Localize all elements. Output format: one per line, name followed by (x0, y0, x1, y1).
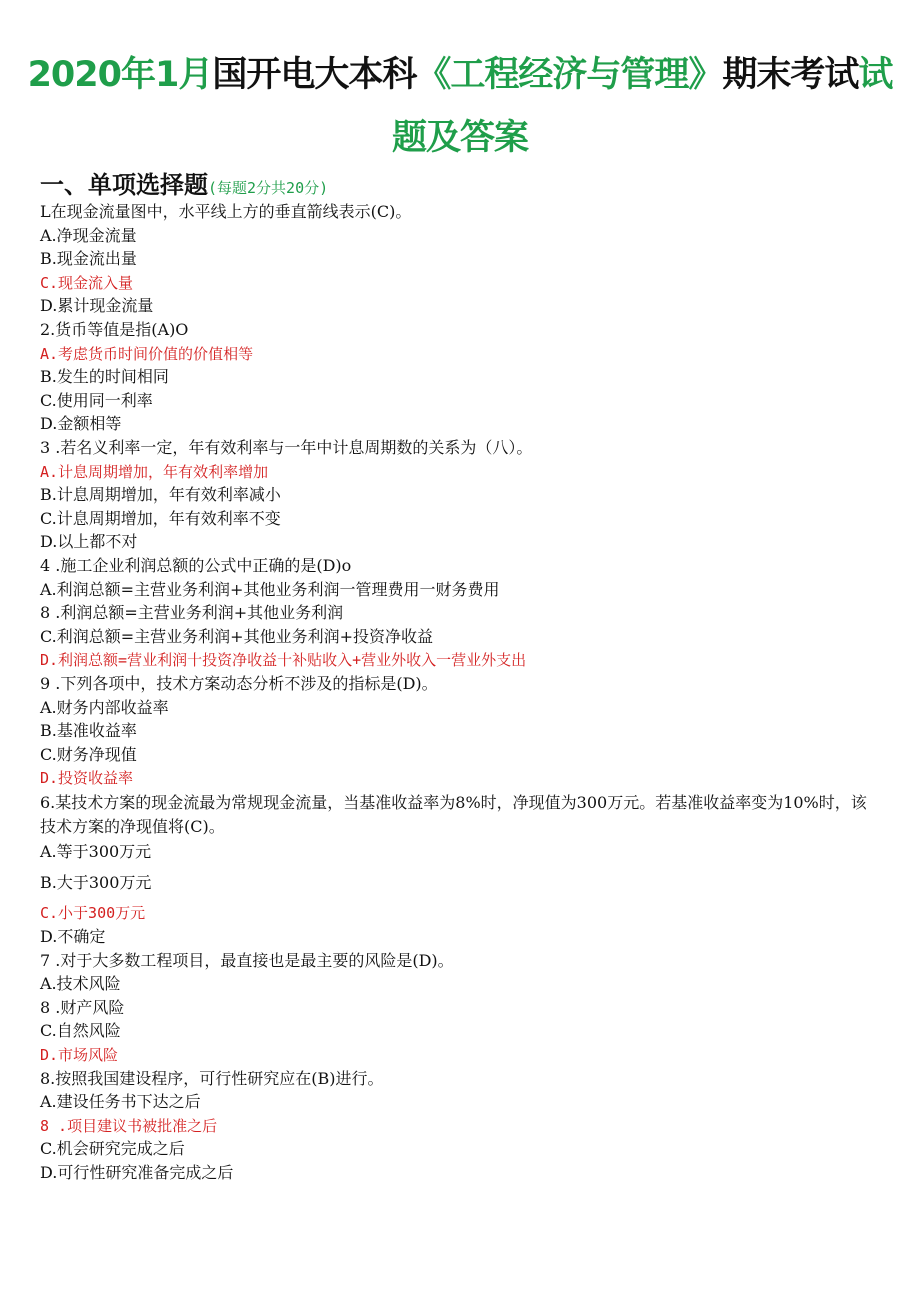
question-line: B.计息周期增加，年有效利率减小 (40, 485, 281, 505)
question-line: C.计息周期增加，年有效利率不变 (40, 508, 281, 528)
question-line: 8 .财产风险 (40, 997, 125, 1017)
section-score-note: (每题2分共20分) (208, 179, 329, 197)
title-part: 国开电大本科 (212, 55, 417, 95)
question-line: C.使用同一利率 (40, 390, 153, 410)
question-line: D.以上都不对 (40, 532, 138, 552)
question-line: C.财务净现值 (40, 744, 137, 764)
question-line: 4 .施工企业利润总额的公式中正确的是(D)o (40, 556, 352, 575)
question-line: C.机会研究完成之后 (40, 1139, 185, 1159)
question-line: D.金额相等 (40, 414, 122, 434)
question-line: C.自然风险 (40, 1021, 121, 1041)
question-line: A.等于300万元 (40, 842, 152, 862)
question-line: C.利润总额=主营业务利润+其他业务利润+投资净收益 (40, 626, 433, 646)
question-line: A.净现金流量 (40, 225, 137, 245)
answer-line: D.市场风险 (40, 1046, 119, 1064)
section-title: 一、单项选择题 (40, 171, 208, 199)
question-line: 6.某技术方案的现金流最为常规现金流量，当基准收益率为8%时，净现值为300万元。若基准收益率变为10%时，该技术方案的净现值将(C)。 (40, 793, 867, 836)
question-line: B.发生的时间相同 (40, 367, 169, 387)
title-part: 《工程经济与管理》 (416, 55, 723, 95)
question-line: L在现金流量图中，水平线上方的垂直箭线表示(C)。 (40, 202, 412, 221)
question-line: 8.按照我国建设程序，可行性研究应在(B)进行。 (40, 1068, 384, 1088)
question-line: A.技术风险 (40, 974, 121, 994)
question-line: 3 .若名义利率一定，年有效利率与一年中计息周期数的关系为（八）。 (40, 438, 533, 457)
answer-line: C.小于300万元 (40, 904, 146, 923)
question-line: 8 .利润总额=主营业务利润+其他业务利润 (40, 603, 344, 623)
answer-line: 8 .项目建议书被批准之后 (40, 1116, 218, 1135)
question-line: D.可行性研究准备完成之后 (40, 1163, 234, 1182)
title-part: 试 (858, 55, 893, 95)
title-part: 期末考试 (722, 55, 859, 95)
answer-line: D.利润总额=营业利润十投资净收益十补贴收入+营业外收入一营业外支出 (40, 651, 527, 670)
question-line: A.财务内部收益率 (40, 697, 169, 717)
question-line: 9 .下列各项中，技术方案动态分析不涉及的指标是(D)。 (40, 674, 438, 693)
document-title-line2 (0, 116, 920, 160)
question-line: A.利润总额=主营业务利润+其他业务利润一管理费用一财务费用 (40, 579, 500, 599)
answer-line: C.现金流入量 (40, 273, 134, 292)
question-line: D.不确定 (40, 927, 106, 946)
title-part: 题及答案 (391, 118, 528, 158)
title-part: 2020年1月 (27, 55, 213, 95)
document-title-line1 (0, 53, 920, 97)
question-line: B.现金流出量 (40, 249, 137, 269)
answer-line: A.考虑货币时间价值的价值相等 (40, 344, 254, 363)
question-line: D.累计现金流量 (40, 296, 154, 316)
question-line: 2.货币等值是指(A)O (40, 320, 189, 339)
question-line: B.基准收益率 (40, 721, 137, 741)
answer-line: A.计息周期增加，年有效利率增加 (40, 462, 269, 481)
question-line: A.建设任务书下达之后 (40, 1092, 201, 1112)
section-heading (40, 165, 328, 200)
question-line: 7 .对于大多数工程项目，最直接也是最主要的风险是(D)。 (40, 950, 454, 970)
answer-line: D.投资收益率 (40, 769, 134, 788)
question-line: B.大于300万元 (40, 872, 152, 892)
